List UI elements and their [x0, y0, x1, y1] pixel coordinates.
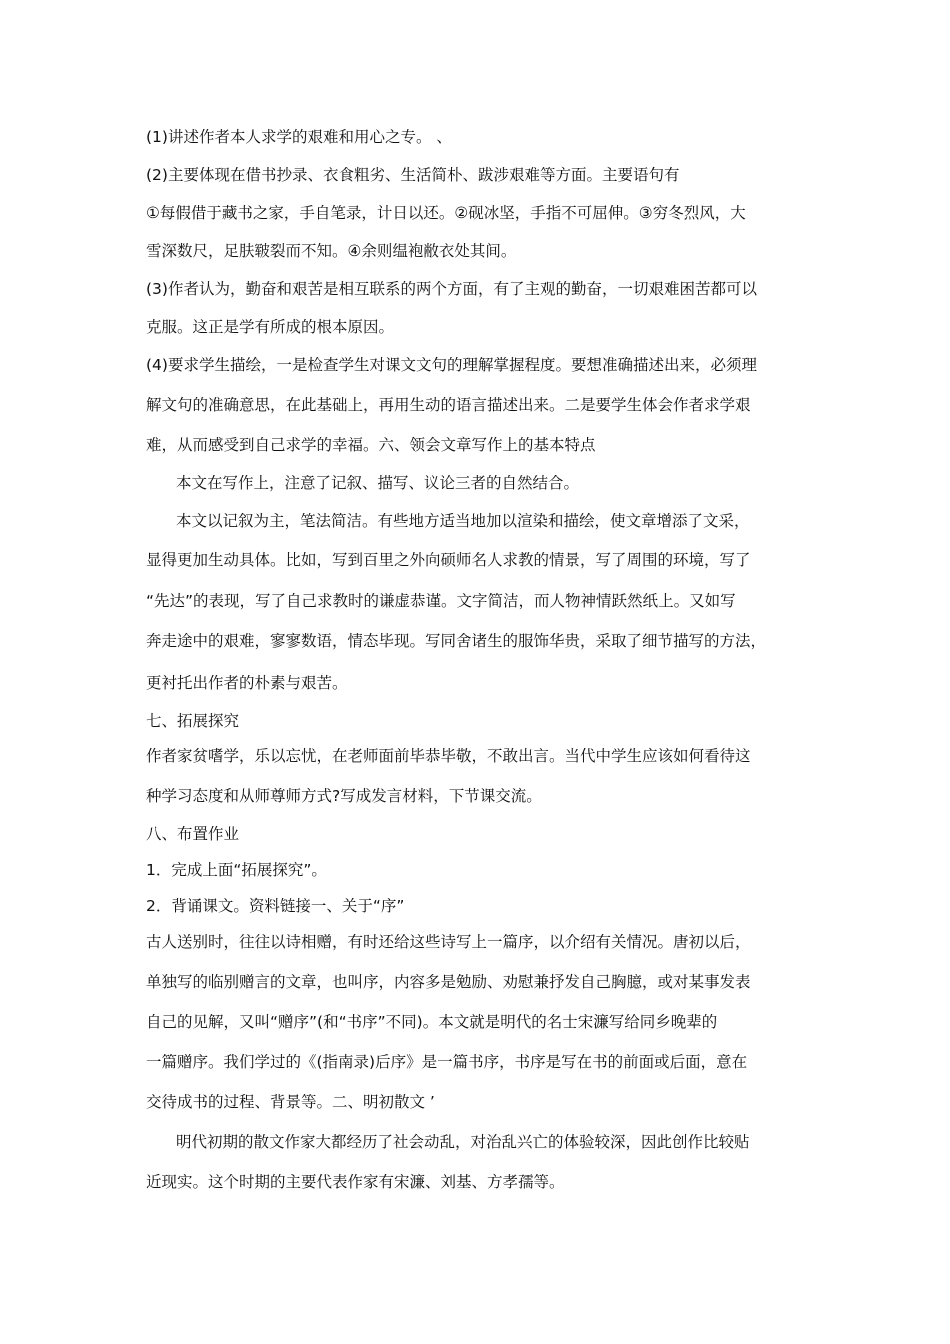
ming-prose-para-line-1: 明代初期的散文作家大都经历了社会动乱，对治乱兴亡的体验较深，因此创作比较贴: [176, 1133, 750, 1151]
homework-item-1: 1．完成上面“拓展探究”。: [146, 861, 327, 879]
answer-3-line-2: 克服。这正是学有所成的根本原因。: [146, 318, 395, 336]
preface-para-line-5: 交待成书的过程、背景等。二、明初散文 ’: [146, 1093, 435, 1111]
preface-para-line-2: 单独写的临别赠言的文章，也叫序，内容多是勉励、劝慰兼抒发自己胸臆，或对某事发表: [146, 973, 751, 991]
writing-feature-intro: 本文在写作上，注意了记叙、描写、议论三者的自然结合。: [176, 474, 580, 492]
section-7-heading: 七、拓展探究: [146, 712, 240, 730]
answer-2-line: (2)主要体现在借书抄录、衣食粗劣、生活简朴、跋涉艰难等方面。主要语句有: [146, 166, 680, 184]
section-8-heading: 八、布置作业: [146, 825, 240, 843]
preface-para-line-3: 自己的见解，又叫“赠序”(和“书序”不同)。本文就是明代的名士宋濂写给同乡晚辈的: [146, 1013, 718, 1031]
section-7-text-line-2: 种学习态度和从师尊师方式?写成发言材料，下节课交流。: [146, 787, 542, 805]
preface-para-line-1: 古人送别时，往往以诗相赠，有时还给这些诗写上一篇序，以介绍有关情况。唐初以后，: [146, 933, 751, 951]
writing-feature-para-line-4: 奔走途中的艰难，寥寥数语，情态毕现。写同舍诸生的服饰华贵，采取了细节描写的方法，: [146, 632, 767, 650]
answer-4-line-3: 难，从而感受到自己求学的幸福。六、领会文章写作上的基本特点: [146, 436, 596, 454]
quote-line-1: ①每假借于藏书之家，手自笔录，计日以还。②砚冰坚，手指不可屈伸。③穷冬烈风，大: [146, 204, 746, 222]
writing-feature-para-line-3: “先达”的表现，写了自己求教时的谦虚恭谨。文字简洁，而人物神情跃然纸上。又如写: [146, 592, 736, 610]
writing-feature-para-line-1: 本文以记叙为主，笔法简洁。有些地方适当地加以渲染和描绘，使文章增添了文采，: [176, 512, 750, 530]
section-7-text-line-1: 作者家贫嗜学，乐以忘忧，在老师面前毕恭毕敬，不敢出言。当代中学生应该如何看待这: [146, 747, 751, 765]
homework-item-2: 2．背诵课文。资料链接一、关于“序”: [146, 897, 405, 915]
ming-prose-para-line-2: 近现实。这个时期的主要代表作家有宋濂、刘基、方孝孺等。: [146, 1173, 565, 1191]
answer-4-line-2: 解文句的准确意思，在此基础上，再用生动的语言描述出来。二是要学生体会作者求学艰: [146, 396, 751, 414]
answer-1-line: (1)讲述作者本人求学的艰难和用心之专。 、: [146, 128, 452, 146]
quote-line-2: 雪深数尺，足肤皲裂而不知。④余则缊袍敝衣处其间。: [146, 242, 517, 260]
writing-feature-para-line-2: 显得更加生动具体。比如，写到百里之外向硕师名人求教的情景，写了周围的环境，写了: [146, 551, 751, 569]
answer-4-line-1: (4)要求学生描绘，一是检查学生对课文文句的理解掌握程度。要想准确描述出来，必须理: [146, 356, 757, 374]
preface-para-line-4: 一篇赠序。我们学过的《(指南录)后序》是一篇书序，书序是写在书的前面或后面，意在: [146, 1053, 748, 1071]
answer-3-line-1: (3)作者认为，勤奋和艰苦是相互联系的两个方面，有了主观的勤奋，一切艰难困苦都可以: [146, 280, 757, 298]
writing-feature-para-line-5: 更衬托出作者的朴素与艰苦。: [146, 674, 348, 692]
